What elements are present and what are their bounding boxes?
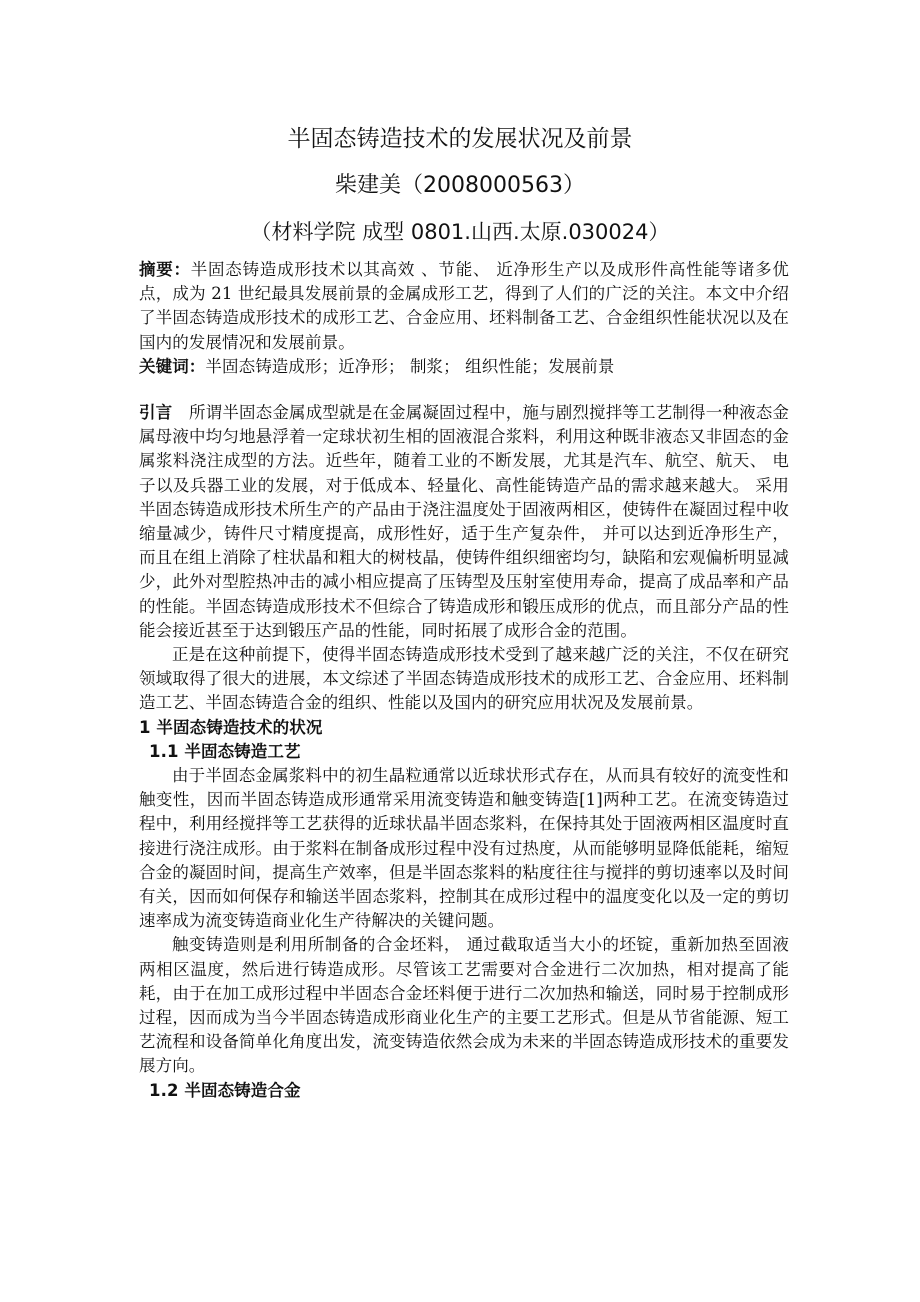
author-line: 柴建美（2008000563） (335, 173, 585, 198)
intro-paragraph-1 (139, 401, 789, 643)
abstract-text: 半固态铸造成形技术以其高效 、节能、 近净形生产以及成形件高性能等诸多优点，成为 21 世纪最具发展前景的金属成形工艺，得到了人们的广泛的关注。本文中介绍了半固态铸造成形技术的成形工艺、合金应用、坯料制备工艺、合金组织性能状况以及在国内的发展情况和发展前景。 (139, 260, 789, 352)
section-1-1-heading: 1.1 半固态铸造工艺 (149, 741, 301, 761)
abstract-block (139, 258, 789, 379)
section-1-1-paragraph-2: 触变铸造则是利用所制备的合金坯料， 通过截取适当大小的坯锭，重新加热至固液两相区温度，然后进行铸造成形。尽管该工艺需要对合金进行二次加热，相对提高了能耗，由于在加工成形过程中半固态合金坯料便于进行二次加热和输送，同时易于控制成形过程，因而成为当今半固态铸造成形商业化生产的主要工艺形式。但是从节省能源、短工艺流程和设备简单化角度出发，流变铸造依然会成为未来的半固态铸造成形技术的重要发展方向。 (139, 935, 789, 1076)
section-1-2-heading: 1.2 半固态铸造合金 (149, 1080, 301, 1100)
section-1-1-paragraph-1: 由于半固态金属浆料中的初生晶粒通常以近球状形式存在，从而具有较好的流变性和触变性，因而半固态铸造成形通常采用流变铸造和触变铸造[1]两种工艺。在流变铸造过程中，利用经搅拌等工艺获得的近球状晶半固态浆料，在保持其处于固液两相区温度时直接进行浇注成形。由于浆料在制备成形过程中没有过热度，从而能够明显降低能耗，缩短合金的凝固时间，提高生产效率，但是半固态浆料的粘度往往与搅拌的剪切速率以及时间有关，因而如何保存和输送半固态浆料，控制其在成形过程中的温度变化以及一定的剪切速率成为流变铸造商业化生产待解决的关键问题。 (139, 766, 789, 931)
intro-label: 引言 (139, 403, 173, 422)
keywords-paragraph (139, 355, 789, 379)
abstract-label: 摘要： (139, 260, 191, 279)
intro-text-1: 所谓半固态金属成型就是在金属凝固过程中，施与剧烈搅拌等工艺制得一种液态金属母液中均匀地悬浮着一定球状初生相的固液混合浆料，利用这种既非液态又非固态的金属浆料浇注成型的方法。近些年，随着工业的不断发展，尤其是汽车、航空、航天、 电子以及兵器工业的发展，对于低成本、轻量化、高性能铸造产品的需求越来越大。 采用半固态铸造成形技术所生产的产品由于浇注温度处于固液两相区，使铸件在凝固过程中收缩量减少，铸件尺寸精度提高，成形性好，适于生产复杂件， 并可以达到近净形生产，而且在组上消除了柱状晶和粗大的树枝晶，使铸件组织细密均匀，缺陷和宏观偏析明显减少，此外对型腔热冲击的减小相应提高了压铸型及压射室使用寿命，提高了成品率和产品的性能。半固态铸造成形技术不但综合了铸造成形和锻压成形的优点，而且部分产品的性能会接近甚至于达到锻压产品的性能，同时拓展了成形合金的范围。 (139, 403, 790, 640)
affiliation-line: （材料学院 成型 0801.山西.太原.030024） (250, 220, 670, 244)
keywords-label: 关键词： (139, 356, 206, 376)
keywords-text: 半固态铸造成形；近净形； 制浆； 组织性能；发展前景 (205, 356, 615, 376)
abstract-paragraph (139, 258, 789, 355)
section-1-heading: 1 半固态铸造技术的状况 (139, 717, 323, 737)
paper-title: 半固态铸造技术的发展状况及前景 (287, 126, 633, 152)
main-body (139, 401, 789, 1103)
intro-paragraph-2: 正是在这种前提下，使得半固态铸造成形技术受到了越来越广泛的关注，不仅在研究领域取得了很大的进展，本文综述了半固态铸造成形技术的成形工艺、合金应用、坯料制造工艺、半固态铸造合金的组织、性能以及国内的研究应用状况及发展前景。 (139, 645, 789, 713)
